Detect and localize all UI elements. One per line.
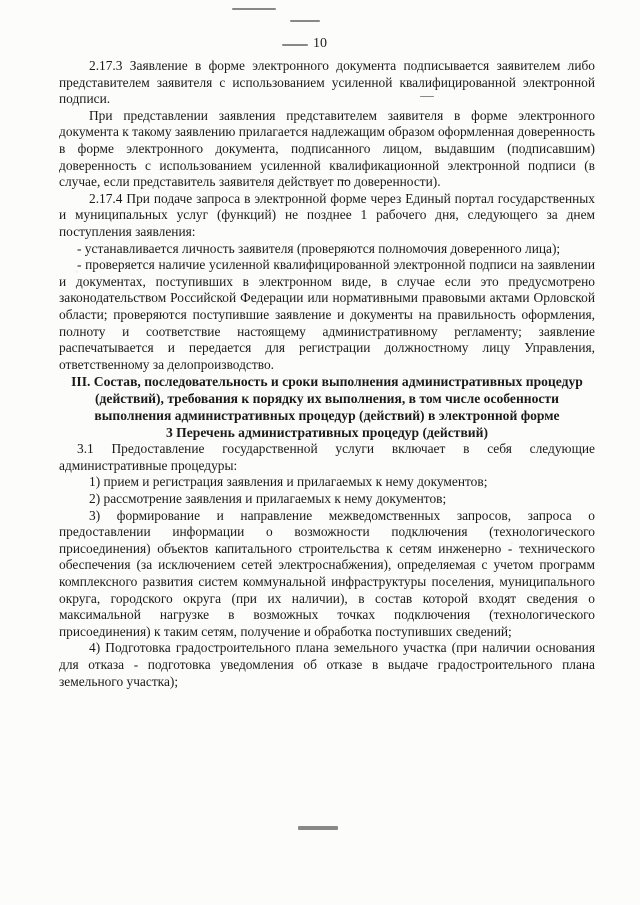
procedure-item-3: 3) формирование и направление межведомственных запросов, запроса о предоставлении информации о возможности подключения (технологического присоединения) объектов капитального строительства к сетям инженерно - технического обеспечения (за исключением сетей электроснабжения), определяемая с учетом программ комплексного развития систем коммунальной инфраструктуры поселения, муниципального округа, городского округа (при их наличии), в состав которой входят сведения о максимальной нагрузке в возможных точках подключения (технологического присоединения) к таким сетям, получение и обработка поступивших сведений; [59,507,595,639]
section-title: III. Состав, последовательность и сроки выполнения административных процедур (действий), требования к порядку их выполнения, в том числе особенности выполнения административных процедур (действий) в электронной форме [71,374,583,424]
scan-speck [232,8,276,10]
page-number: 10 [313,36,327,51]
paragraph-representative: При представлении заявления представителем заявителя в форме электронного документа к такому заявлению прилагается надлежащим образом оформленная доверенность в форме электронного документа, подписанного лицом, выдавшим (подписавшим) доверенность с использованием усиленной квалификационной электронной подписи (в случае, если представитель заявителя действует по доверенности). [59,107,595,190]
subsection-title: 3 Перечень административных процедур (действий) [165,425,488,441]
procedure-item-2: 2) рассмотрение заявления и прилагаемых к нему документов; [89,491,447,507]
procedure-item-4: 4) Подготовка градостроительного плана земельного участка (при наличии основания для отказа - подготовка уведомления об отказе в выдаче градостроительного плана земельного участка); [59,640,595,689]
paragraph-2-17-4: 2.17.4 При подаче запроса в электронной форме через Единый портал государственных и муниципальных услуг (функций) не позднее 1 рабочего дня, следующего за днем поступления заявления: [59,190,595,239]
paragraph-3-1: 3.1 Предоставление государственной услуги включает в себя следующие административные процедуры: [59,441,595,473]
list-item-identity: - устанавливается личность заявителя (проверяются полномочия доверенного лица); [77,240,561,256]
paragraph-2-17-3: 2.17.3 Заявление в форме электронного документа подписывается заявителем либо представителем заявителя с использованием усиленной квалифицированной электронной подписи. [59,58,595,107]
document-body [59,58,595,690]
scan-speck [298,826,338,830]
scan-speck [290,20,320,22]
list-item-signature-check: - проверяется наличие усиленной квалифицированной электронной подписи на заявлении и документах, поступивших в электронном виде, в случае если это предусмотрено законодательством Российской Федерации или нормативными правовыми актами Орловской области; проверяются поступившие заявление и документы на правильность оформления, полноту и соответствие настоящему административному регламенту; заявление распечатывается и передается для регистрации должностному лицу Управления, ответственному за делопроизводство. [59,257,595,372]
procedure-item-1: 1) прием и регистрация заявления и прилагаемых к нему документов; [89,474,488,490]
